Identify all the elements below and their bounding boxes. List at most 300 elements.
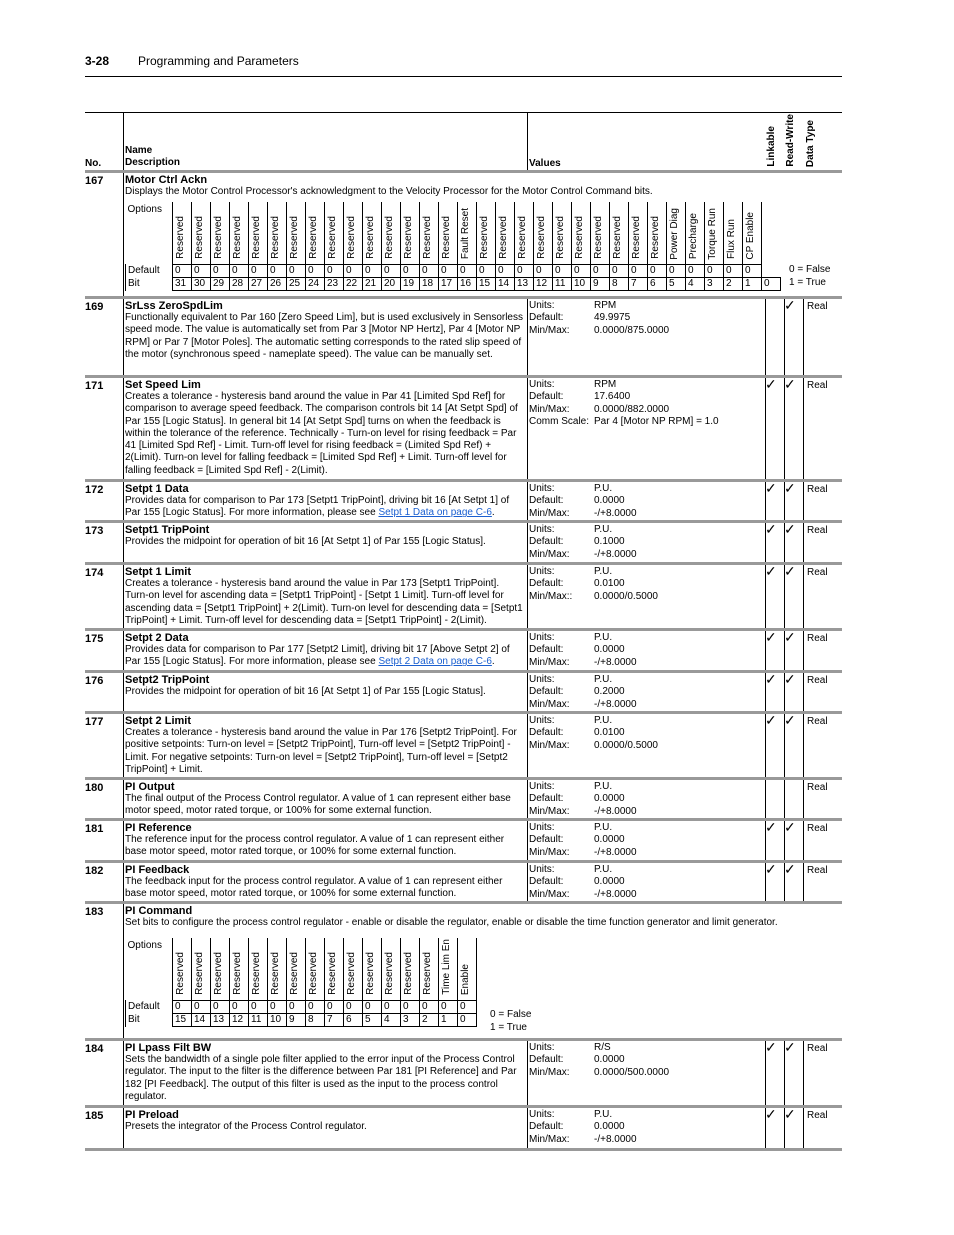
bit-option-cell	[230, 938, 249, 1000]
bit-option-cell	[211, 938, 230, 1000]
bit-number: 6	[344, 1013, 363, 1026]
param-name: Setpt 1 Data	[125, 483, 189, 495]
param-number: 177	[85, 716, 104, 728]
bit-number: 5	[363, 1013, 382, 1026]
bit-option-cell	[249, 938, 268, 1000]
bit-option-label: Reserved	[308, 216, 319, 260]
param-name: Setpt 2 Limit	[125, 715, 192, 727]
bit-number: 11	[553, 277, 572, 290]
bit-option-cell	[192, 938, 211, 1000]
bit-table-183	[125, 938, 477, 1027]
param-values: Units: P.U. Default: 0.0100 Min/Max: 0.0000/0.5000	[529, 715, 658, 751]
data-type: Real	[807, 716, 828, 727]
read-write-check: ✓	[784, 861, 796, 877]
bit-option-label: Reserved	[422, 952, 433, 996]
data-type: Real	[807, 1043, 828, 1054]
bit-default-value: 0	[458, 1000, 477, 1013]
bit-option-cell	[401, 938, 420, 1000]
param-values: Units: P.U. Default: 0.0000 Min/Max: -/+8.0000	[529, 632, 637, 668]
param-row-171	[85, 378, 842, 482]
bit-option-label: Reserved	[346, 952, 357, 996]
bit-option-label: Reserved	[422, 216, 433, 260]
bit-default-value: 0	[515, 264, 534, 277]
param-name: PI Lpass Filt BW	[125, 1042, 212, 1054]
bit-number: 12	[534, 277, 553, 290]
param-row-181	[85, 821, 842, 863]
linkable-check: ✓	[765, 712, 777, 728]
bit-option-label: Time Lim En	[441, 939, 452, 996]
bit-option-cell	[724, 202, 743, 264]
bit-default-value: 0	[344, 1000, 363, 1013]
read-write-check: ✓	[784, 480, 796, 496]
bit-option-cell	[173, 202, 192, 264]
data-type: Real	[807, 1110, 828, 1121]
bit-default-value: 0	[230, 264, 249, 277]
bit-option-label: Reserved	[384, 216, 395, 260]
bit-default-value: 0	[477, 264, 496, 277]
param-description: Displays the Motor Control Processor's acknowledgment to the Velocity Processor for the Motor Control Command bits.	[125, 186, 653, 197]
param-number: 172	[85, 484, 104, 496]
bit-number: 13	[515, 277, 534, 290]
param-number: 176	[85, 675, 104, 687]
bit-default-value: 0	[173, 264, 192, 277]
linkable-check: ✓	[765, 629, 777, 645]
bit-default-value: 0	[363, 264, 382, 277]
bit-option-cell	[667, 202, 686, 264]
bit-default-value: 0	[306, 1000, 325, 1013]
bit-number: 24	[306, 277, 325, 290]
bit-number: 27	[249, 277, 268, 290]
read-write-check: ✓	[784, 563, 796, 579]
bit-default-value: 0	[743, 264, 762, 277]
bit-option-cell	[705, 202, 724, 264]
linkable-check: ✓	[765, 563, 777, 579]
bit-number: 3	[705, 277, 724, 290]
bit-default-value: 0	[249, 264, 268, 277]
bit-row-label: Default	[126, 1000, 173, 1013]
bit-option-label: Reserved	[289, 216, 300, 260]
bit-option-label: Reserved	[327, 216, 338, 260]
param-row-167	[85, 173, 842, 299]
bit-option-cell	[344, 938, 363, 1000]
data-type: Real	[807, 380, 828, 391]
bit-option-cell	[306, 202, 325, 264]
bit-number: 14	[496, 277, 515, 290]
bit-number: 4	[686, 277, 705, 290]
bit-default-value: 0	[230, 1000, 249, 1013]
bit-number: 9	[591, 277, 610, 290]
bit-option-label: Reserved	[441, 216, 452, 260]
param-row-177	[85, 714, 842, 780]
bit-option-label: Reserved	[175, 216, 186, 260]
bit-default-value: 0	[287, 1000, 306, 1013]
bit-option-label: Power Diag	[669, 207, 680, 260]
bit-default-value: 0	[686, 264, 705, 277]
bit-default-value: 0	[268, 264, 287, 277]
bit-option-cell	[249, 202, 268, 264]
bit-default-value: 0	[173, 1000, 192, 1013]
param-number: 181	[85, 823, 104, 835]
param-values: Units: RPM Default: 17.6400 Min/Max: 0.0000/882.0000 Comm Scale: Par 4 [Motor NP RPM] = 1.0	[529, 379, 719, 427]
bit-option-cell	[325, 202, 344, 264]
param-row-174	[85, 565, 842, 631]
param-values: Units: P.U. Default: 0.0000 Min/Max: -/+8.0000	[529, 822, 637, 858]
param-description: Set bits to configure the process control regulator - enable or disable the regulator, enable or disable the time function generator and limit generator.	[125, 917, 778, 928]
param-description: Provides data for comparison to Par 173 [Setpt1 TripPoint], driving bit 16 [At Setpt 1] of Par 155 [Logic Status]. For more information, please see Setpt 1 Data on page C-6.	[125, 495, 510, 519]
bit-default-value: 0	[496, 264, 515, 277]
param-values: Units: P.U. Default: 0.0000 Min/Max: -/+8.0000	[529, 781, 637, 817]
bit-default-value: 0	[401, 1000, 420, 1013]
bit-number: 14	[192, 1013, 211, 1026]
bit-default-value: 0	[401, 264, 420, 277]
param-description: Sets the bandwidth of a single pole filter applied to the error input of the Process Control regulator. The input to the filter is the difference between Par 181 [PI Reference] and Par 182 [PI Feedback]. The output of this filter is used as the input to the process control regulator.	[125, 1054, 517, 1102]
bit-option-label: Reserved	[365, 216, 376, 260]
bit-number: 28	[230, 277, 249, 290]
read-write-check: ✓	[784, 1039, 796, 1055]
param-description: Provides the midpoint for operation of bit 16 [At Setpt 1] of Par 155 [Logic Status].	[125, 686, 486, 697]
table-column-header	[85, 113, 842, 171]
param-name: Setpt1 TripPoint	[125, 524, 210, 536]
param-description: Presets the integrator of the Process Control regulator.	[125, 1121, 367, 1132]
data-type: Real	[807, 782, 828, 793]
bit-number: 2	[420, 1013, 439, 1026]
bit-option-label: Reserved	[593, 216, 604, 260]
bit-option-label: Reserved	[403, 952, 414, 996]
col-data-type: Data Type	[805, 119, 816, 167]
bit-number: 23	[325, 277, 344, 290]
bit-default-value: 0	[458, 264, 477, 277]
linkable-check: ✓	[765, 861, 777, 877]
bit-number: 31	[173, 277, 192, 290]
bit-number: 15	[477, 277, 496, 290]
param-name: SrLss ZeroSpdLim	[125, 300, 223, 312]
bit-number: 8	[306, 1013, 325, 1026]
data-type: Real	[807, 865, 828, 876]
bit-option-cell	[268, 202, 287, 264]
bit-option-cell	[439, 202, 458, 264]
param-description: Provides the midpoint for operation of bit 16 [At Setpt 1] of Par 155 [Logic Status].	[125, 536, 486, 547]
bit-default-value: 0	[306, 264, 325, 277]
data-type: Real	[807, 675, 828, 686]
bit-default-value: 0	[724, 264, 743, 277]
bit-option-label: Reserved	[536, 216, 547, 260]
param-number: 167	[85, 175, 104, 187]
bit-option-label: Reserved	[631, 216, 642, 260]
data-type: Real	[807, 301, 828, 312]
bit-number: 0	[458, 1013, 477, 1026]
bit-option-cell	[743, 202, 762, 264]
param-name: Setpt 2 Data	[125, 632, 189, 644]
bit-option-label: Reserved	[555, 216, 566, 260]
bit-row-label: Bit	[126, 277, 173, 290]
page-header	[85, 52, 842, 77]
bit-number: 20	[382, 277, 401, 290]
read-write-check: ✓	[784, 1106, 796, 1122]
param-number: 184	[85, 1043, 104, 1055]
bit-option-cell	[648, 202, 667, 264]
bit-default-value: 0	[268, 1000, 287, 1013]
param-row-185	[85, 1108, 842, 1151]
read-write-check: ✓	[784, 376, 796, 392]
bit-option-cell	[306, 938, 325, 1000]
param-row-180	[85, 780, 842, 821]
param-description: Creates a tolerance - hysteresis band around the value in Par 173 [Setpt1 TripPoint]. Turn-on level for ascending data = [Setpt1 TripPoint] - [Setpt 1 Limit]. Turn-off level for ascending data = [Setpt1 TripPoint] + 2(Limit). Turn-on level for descending data = [Setpt1 TripPoint] + Limit. Turn-off level for descending data = [Setpt1 TripPoint] - 2(Limit).	[125, 578, 523, 626]
param-number: 174	[85, 567, 104, 579]
bit-option-label: Reserved	[574, 216, 585, 260]
param-row-173	[85, 523, 842, 565]
bit-option-label: Torque Run	[707, 207, 718, 260]
param-row-172	[85, 482, 842, 523]
bit-option-label: Reserved	[612, 216, 623, 260]
bit-number: 12	[230, 1013, 249, 1026]
bit-option-cell	[458, 202, 477, 264]
bit-option-empty	[762, 202, 781, 264]
param-number: 173	[85, 525, 104, 537]
bit-default-value: 0	[553, 264, 572, 277]
bit-option-cell	[534, 202, 553, 264]
bit-option-cell	[287, 938, 306, 1000]
bit-default-value: 0	[629, 264, 648, 277]
bit-number: 16	[458, 277, 477, 290]
bit-default-value: 0	[667, 264, 686, 277]
bit-option-label: CP Enable	[745, 211, 756, 260]
bit-option-label: Reserved	[650, 216, 661, 260]
bit-option-cell	[173, 938, 192, 1000]
bit-option-label: Reserved	[270, 952, 281, 996]
bit-option-label: Reserved	[251, 952, 262, 996]
bit-default-empty	[762, 264, 781, 277]
bit-default-value: 0	[211, 1000, 230, 1013]
param-name: PI Reference	[125, 822, 192, 834]
col-no: No.	[85, 158, 102, 169]
bit-option-cell	[382, 202, 401, 264]
param-name: Set Speed Lim	[125, 379, 201, 391]
param-number: 171	[85, 380, 104, 392]
bit-default-value: 0	[382, 264, 401, 277]
bit-option-label: Reserved	[175, 952, 186, 996]
bit-number: 0	[762, 277, 781, 290]
data-type: Real	[807, 823, 828, 834]
param-row-183	[85, 904, 842, 1041]
linkable-check: ✓	[765, 819, 777, 835]
bit-number: 25	[287, 277, 306, 290]
bit-option-label: Precharge	[688, 213, 699, 260]
param-row-182	[85, 863, 842, 904]
bit-default-value: 0	[591, 264, 610, 277]
linkable-check: ✓	[765, 521, 777, 537]
param-row-175	[85, 631, 842, 673]
bit-number: 10	[268, 1013, 287, 1026]
bit-table-167	[125, 202, 781, 291]
param-row-169	[85, 299, 842, 378]
bit-option-cell	[496, 202, 515, 264]
param-name: Setpt 1 Limit	[125, 566, 192, 578]
bit-option-label: Reserved	[327, 952, 338, 996]
bit-option-cell	[629, 202, 648, 264]
bit-option-label: Enable	[460, 964, 471, 996]
bit-option-cell	[686, 202, 705, 264]
bit-default-value: 0	[420, 1000, 439, 1013]
bit-option-cell	[268, 938, 287, 1000]
bit-number: 10	[572, 277, 591, 290]
param-description: Creates a tolerance - hysteresis band around the value in Par 176 [Setpt2 TripPoint]. For positive setpoints: Turn-on level = [Setpt2 TripPoint], Turn-off level = [Setpt2 TripPoint] - Limit. For negative setpoints: Turn-on level = [Setpt2 TripPoint], Turn-off level = [Setpt2 TripPoint] + Limit.	[125, 727, 517, 775]
bit-number: 7	[325, 1013, 344, 1026]
param-number: 175	[85, 633, 104, 645]
bit-default-value: 0	[382, 1000, 401, 1013]
bit-option-cell	[401, 202, 420, 264]
bit-row-label: Options	[126, 202, 173, 264]
read-write-check: ✓	[784, 712, 796, 728]
bit-default-value: 0	[325, 1000, 344, 1013]
read-write-check: ✓	[784, 297, 796, 313]
param-values: Units: P.U. Default: 0.0000 Min/Max: -/+8.0000	[529, 1109, 637, 1145]
bit-number: 3	[401, 1013, 420, 1026]
col-linkable: Linkable	[766, 126, 777, 167]
bit-legend: 0 = False 1 = True	[490, 1009, 532, 1033]
param-name: PI Output	[125, 781, 175, 793]
bit-option-label: Flux Run	[726, 219, 737, 260]
bit-default-value: 0	[648, 264, 667, 277]
cross-reference-link[interactable]: Setpt 2 Data on page C-6	[378, 656, 492, 668]
param-values: Units: RPM Default: 49.9975 Min/Max: 0.0000/875.0000	[529, 300, 670, 336]
param-number: 182	[85, 865, 104, 877]
bit-option-cell	[344, 202, 363, 264]
bit-default-value: 0	[363, 1000, 382, 1013]
page-title: Programming and Parameters	[138, 54, 299, 68]
bit-option-label: Reserved	[251, 216, 262, 260]
bit-option-cell	[420, 202, 439, 264]
bit-option-label: Reserved	[232, 216, 243, 260]
bit-number: 19	[401, 277, 420, 290]
bit-option-label: Reserved	[384, 952, 395, 996]
bit-option-label: Reserved	[289, 952, 300, 996]
param-number: 180	[85, 782, 104, 794]
param-name: PI Preload	[125, 1109, 179, 1121]
bit-option-label: Reserved	[498, 216, 509, 260]
param-description: Creates a tolerance - hysteresis band around the value in Par 41 [Limited Spd Ref] for comparison to average speed feedback. The comparison controls bit 14 [At Setpt Spd] of Par 155 [Logic Status]. In general bit 14 [At Setpt Spd] turns on when the feedback is within the tolerance of the reference. Technically - Turn-on level for rising feedback = Par 41 [Limited Spd Ref] - Limit. Turn-off level for rising feedback = (Limited Spd Ref) + 2(Limit). Turn-on level for falling feedback = [Limited Spd Ref] + Limit. Turn-off level for falling feedback = [Limited Spd Ref] - 2(Limit).	[125, 391, 518, 476]
bit-default-value: 0	[610, 264, 629, 277]
bit-option-label: Reserved	[365, 952, 376, 996]
param-values: Units: R/S Default: 0.0000 Min/Max: 0.0000/500.0000	[529, 1042, 670, 1078]
bit-default-value: 0	[572, 264, 591, 277]
bit-number: 11	[249, 1013, 268, 1026]
param-row-176	[85, 673, 842, 714]
bit-default-value: 0	[439, 1000, 458, 1013]
bit-option-cell	[363, 202, 382, 264]
param-name: Setpt2 TripPoint	[125, 674, 210, 686]
bit-number: 5	[667, 277, 686, 290]
bit-option-label: Reserved	[346, 216, 357, 260]
cross-reference-link[interactable]: Setpt 1 Data on page C-6	[378, 507, 492, 519]
linkable-check: ✓	[765, 671, 777, 687]
data-type: Real	[807, 567, 828, 578]
linkable-check: ✓	[765, 1106, 777, 1122]
bit-option-label: Reserved	[194, 216, 205, 260]
bit-option-cell	[477, 202, 496, 264]
bit-option-label: Reserved	[213, 952, 224, 996]
bit-default-value: 0	[192, 264, 211, 277]
bit-option-label: Reserved	[270, 216, 281, 260]
bit-number: 6	[648, 277, 667, 290]
data-type: Real	[807, 525, 828, 536]
bit-option-cell	[363, 938, 382, 1000]
bit-option-cell	[553, 202, 572, 264]
bit-row-label: Bit	[126, 1013, 173, 1026]
bit-default-value: 0	[534, 264, 553, 277]
param-values: Units: P.U. Default: 0.0100 Min/Max:: 0.0000/0.5000	[529, 566, 658, 602]
data-type: Real	[807, 484, 828, 495]
param-values: Units: P.U. Default: 0.1000 Min/Max: -/+8.0000	[529, 524, 637, 560]
col-values: Values	[529, 158, 561, 169]
bit-default-value: 0	[705, 264, 724, 277]
data-type: Real	[807, 633, 828, 644]
bit-option-cell	[439, 938, 458, 1000]
bit-number: 4	[382, 1013, 401, 1026]
bit-number: 1	[439, 1013, 458, 1026]
bit-option-label: Reserved	[232, 952, 243, 996]
bit-number: 7	[629, 277, 648, 290]
param-values: Units: P.U. Default: 0.0000 Min/Max: -/+8.0000	[529, 864, 637, 900]
bit-row-label: Options	[126, 938, 173, 1000]
bit-option-cell	[192, 202, 211, 264]
param-description: Functionally equivalent to Par 160 [Zero Speed Lim], but is used exclusively in Sensorless speed mode. The value is automatically set from Par 3 [Motor NP Hertz], Par 4 [Motor NP RPM] or Par 7 [Motor Poles]. The automatic setting corresponds to the rated slip speed of the motor (synchronous speed - nameplate speed). The value can be manually set.	[125, 312, 523, 360]
bit-number: 18	[420, 277, 439, 290]
param-name: PI Feedback	[125, 864, 190, 876]
param-values: Units: P.U. Default: 0.0000 Min/Max: -/+8.0000	[529, 483, 637, 519]
bit-option-cell	[572, 202, 591, 264]
linkable-check: ✓	[765, 480, 777, 496]
bit-number: 9	[287, 1013, 306, 1026]
bit-number: 13	[211, 1013, 230, 1026]
read-write-check: ✓	[784, 819, 796, 835]
bit-option-cell	[230, 202, 249, 264]
bit-option-cell	[287, 202, 306, 264]
param-number: 183	[85, 906, 104, 918]
read-write-check: ✓	[784, 521, 796, 537]
col-name-description: Name Description	[125, 145, 181, 168]
param-description: Provides data for comparison to Par 177 [Setpt2 Limit], driving bit 17 [Above Setpt 2] of Par 155 [Logic Status]. For more information, please see Setpt 2 Data on page C-6.	[125, 644, 510, 668]
bit-row-label: Default	[126, 264, 173, 277]
bit-option-label: Reserved	[479, 216, 490, 260]
bit-option-cell	[211, 202, 230, 264]
bit-option-cell	[591, 202, 610, 264]
linkable-check: ✓	[765, 376, 777, 392]
bit-option-label: Reserved	[194, 952, 205, 996]
bit-default-value: 0	[344, 264, 363, 277]
param-description: The feedback input for the process control regulator. A value of 1 can represent either base motor speed, motor rated torque, or 100% for some external function.	[125, 876, 503, 900]
bit-default-value: 0	[287, 264, 306, 277]
bit-default-value: 0	[249, 1000, 268, 1013]
bit-option-label: Reserved	[213, 216, 224, 260]
read-write-check: ✓	[784, 671, 796, 687]
bit-option-cell	[325, 938, 344, 1000]
param-number: 185	[85, 1110, 104, 1122]
bit-default-value: 0	[211, 264, 230, 277]
linkable-check: ✓	[765, 1039, 777, 1055]
param-number: 169	[85, 301, 104, 313]
read-write-check: ✓	[784, 629, 796, 645]
bit-option-cell	[610, 202, 629, 264]
bit-default-value: 0	[325, 264, 344, 277]
bit-number: 15	[173, 1013, 192, 1026]
page-number: 3-28	[85, 54, 110, 68]
param-description: The reference input for the process control regulator. A value of 1 can represent either base motor speed, motor rated torque, or 100% for some external function.	[125, 834, 505, 858]
param-row-184	[85, 1041, 842, 1108]
bit-option-cell	[515, 202, 534, 264]
param-description: The final output of the Process Control regulator. A value of 1 can represent either base motor speed, motor rated torque, or 100% for some external function.	[125, 793, 511, 817]
col-read-write: Read-Write	[785, 114, 796, 167]
param-values: Units: P.U. Default: 0.2000 Min/Max: -/+8.0000	[529, 674, 637, 710]
